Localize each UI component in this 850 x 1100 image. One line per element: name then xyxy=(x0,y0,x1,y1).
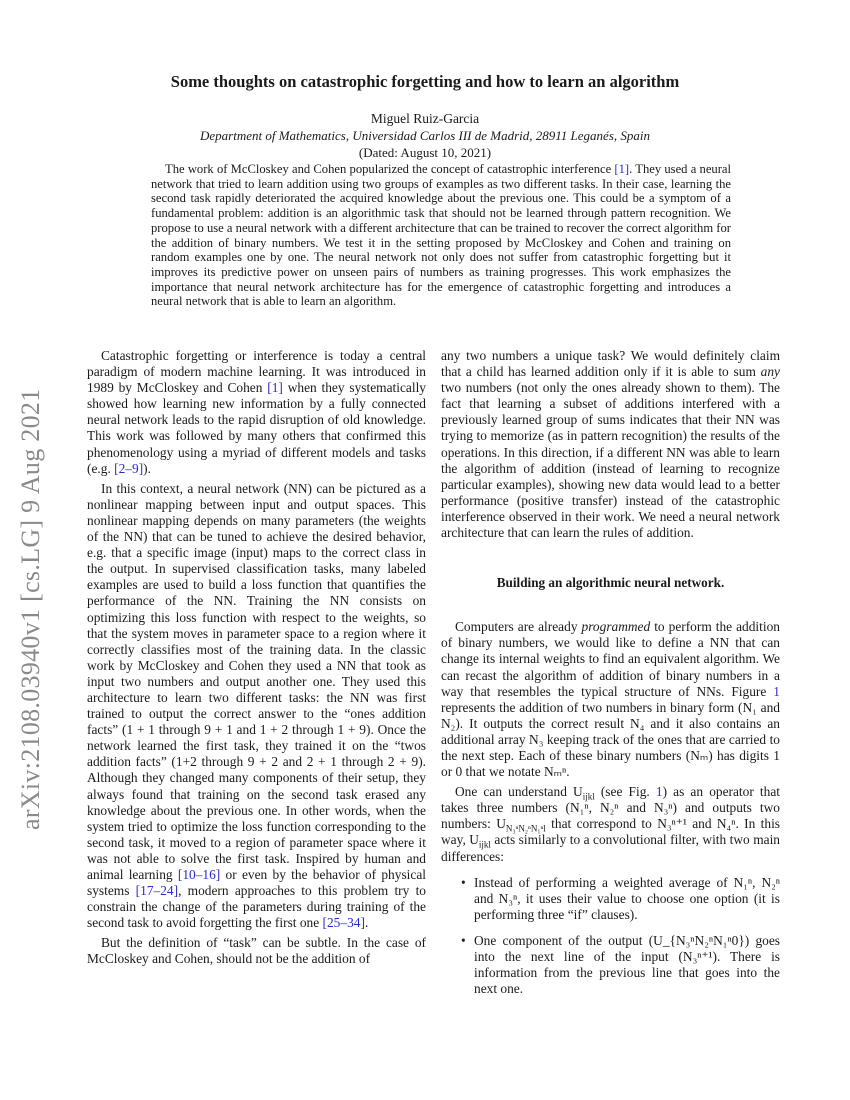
paragraph-text: to perform the addition of binary numbers, we would like to define a NN that can change its internal weights to find an equivalent algorithm. We can recast the algorithm of addition of binary numbers in a way that resembles the typical structure of NNs. Figure xyxy=(441,619,780,699)
citation-link[interactable]: [2–9] xyxy=(114,460,144,476)
paragraph-text: (see Fig. xyxy=(594,784,656,800)
paragraph-text: ). xyxy=(143,460,151,476)
paragraph-text: represents the addition of two numbers in binary form (N₁ and N₂). It outputs the correct result N₄ and it also contains an additional array N₃ keeping track of the ones that are carried to the next step. Each of these binary numbers (Nₘ) has digits 1 or 0 that we notate Nₘⁿ. xyxy=(441,699,780,780)
figure-reference-link[interactable]: 1 xyxy=(655,784,663,800)
paragraph-text: . xyxy=(364,915,369,931)
paragraph-text: when they systematically showed how learning new information by a fully connected neural network leads to the rapid disruption of old knowledge. This work was followed by many others that confirmed this phenomenology using a myriad of different models and tasks (e.g. xyxy=(87,380,426,476)
paragraph-text: One can understand U xyxy=(455,784,583,800)
math-subscript: ijkl xyxy=(582,791,595,802)
paper-title: Some thoughts on catastrophic forgetting and how to learn an algorithm xyxy=(170,72,680,91)
list-item: • Instead of performing a weighted average of N₁ⁿ, N₂ⁿ and N₃ⁿ, it uses their value to choose one option (it is performing three “if” clauses). xyxy=(474,875,780,923)
paragraph-text: Catastrophic forgetting or interference is today a central paradigm of modern machine learning. It was introduced in 1989 by McCloskey and Cohen xyxy=(87,348,426,396)
paragraph xyxy=(441,348,780,541)
author-affiliation: Department of Mathematics, Universidad Carlos III de Madrid, 28911 Leganés, Spain xyxy=(199,128,651,143)
paragraph xyxy=(87,348,426,477)
abstract xyxy=(151,162,731,309)
abstract-text: The work of McCloskey and Cohen popularized the concept of catastrophic interference xyxy=(165,162,615,176)
figure-reference-link[interactable]: 1 xyxy=(773,683,780,699)
paragraph-text: Computers are already xyxy=(455,619,582,635)
paragraph xyxy=(441,619,780,780)
emphasis-text: any xyxy=(760,364,780,380)
math-subscript: ijkl xyxy=(478,840,491,851)
right-column xyxy=(441,348,780,1007)
paragraph xyxy=(441,784,780,864)
left-column xyxy=(87,348,426,972)
citation-link[interactable]: [17–24] xyxy=(135,883,179,899)
paragraph-text: , modern approaches to this problem try to constrain the change of the parameters during training of the second task to avoid forgetting the first one xyxy=(87,883,426,931)
paragraph-text: ) as an operator that takes three numbers (N₁ⁿ, N₂ⁿ and N₃ⁿ) and outputs two numbers: U xyxy=(441,784,781,832)
paragraph-text: two numbers (not only the ones already shown to them). The fact that learning a subset of additions interfered with a previously learned group of sums indicates that their NN was trying to memorize (as in pattern recognition) the results of the operations. In this direction, if a different NN was able to learn the algorithm of addition (instead of learning to recognize particular examples), showing new data would lead to a better performance (positive transfer) instead of the catastrophic interference observed in their work. We need a neural network architecture that can learn the rules of addition. xyxy=(441,380,780,541)
paragraph-text: any two numbers a unique task? We would definitely claim that a child has learned addition only if it is able to sum xyxy=(441,348,780,380)
list-item: • One component of the output (U_{N₃ⁿN₂ⁿN₁ⁿ0}) goes into the next line of the input (N₃ⁿ⁺¹). There is information from the previous line that goes into the next one. xyxy=(474,933,780,997)
citation-link[interactable]: [1] xyxy=(614,162,630,176)
math-subscript: N₃ⁿN₂ⁿN₁ⁿl xyxy=(505,824,546,835)
abstract-text: . They used a neural network that tried to learn addition using two groups of examples as two different tasks. In their case, learning the second task rapidly deteriorated the acquired knowledge about the previous one. This could be a symptom of a fundamental problem: addition is an algorithmic task that should not be learned through pattern recognition. We propose to use a neural network with a different architecture that can be trained to recover the correct algorithm for the addition of binary numbers. We test it in the setting proposed by McCloskey and Cohen and training on random examples one by one. The neural network not only does not suffer from catastrophic forgetting but it improves its predictive power on unseen pairs of numbers as training progresses. This work emphasizes the importance that neural network architecture has for the emergence of catastrophic forgetting and introduces a neural network that is able to learn an algorithm. xyxy=(151,162,732,309)
paragraph: But the definition of “task” can be subtle. In the case of McCloskey and Cohen, should not be the addition of xyxy=(87,935,426,967)
author-name: Miguel Ruiz-Garcia xyxy=(370,111,480,126)
emphasis-text: programmed xyxy=(581,619,651,635)
citation-link[interactable]: [10–16] xyxy=(177,867,221,882)
citation-link[interactable]: [1] xyxy=(267,380,283,396)
section-heading: Building an algorithmic neural network. xyxy=(496,575,725,591)
citation-link[interactable]: [25–34] xyxy=(322,915,365,931)
paragraph-text: In this context, a neural network (NN) can be pictured as a nonlinear mapping between input and output spaces. This nonlinear mapping depends on many parameters (the weights of the NN) that can be tuned to achieve the desired behavior, e.g. that a specific image (input) maps to the correct class in the output. In supervised classification tasks, many labeled examples are used to build a loss function that quantifies the performance of the NN. Training the NN consists on optimizing this loss function with respect to the weights, so that the system moves in parameter space to a region where it correctly classifies most of the training data. In the classic work by McCloskey and Cohen they used a NN that took as input two numbers and output another one. They used this architecture to learn two different tasks: the NN was first trained to output the correct answer to the “ones addition facts” (1 + 1 through 9 + 1 and 1 + 2 through 1 + 9). Once the network learned the first task, they trained it on the “twos addition facts” (1+2 through 9 + 2 and 2 + 1 through 2 + 9). Although they changed many components of their setup, they always found that training on the second task erased any knowledge about the previous one. In other words, when the system tried to optimize the loss function corresponding to the second task, it moved to a region of parameter space where it was not able to solve the first task. Inspired by human and animal learning xyxy=(87,480,426,882)
paragraph-text: or even by the behavior of physical systems xyxy=(87,867,426,899)
paragraph-text: acts similarly to a convolutional filter, with two main differences: xyxy=(441,832,780,864)
paragraph-text: that correspond to N₃ⁿ⁺¹ and N₄ⁿ. In this way, U xyxy=(441,816,780,848)
differences-list xyxy=(441,875,780,998)
arxiv-identifier-stamp: arXiv:2108.03940v1 [cs.LG] 9 Aug 2021 xyxy=(16,388,45,830)
paper-date: (Dated: August 10, 2021) xyxy=(358,145,492,160)
paragraph xyxy=(87,481,426,932)
